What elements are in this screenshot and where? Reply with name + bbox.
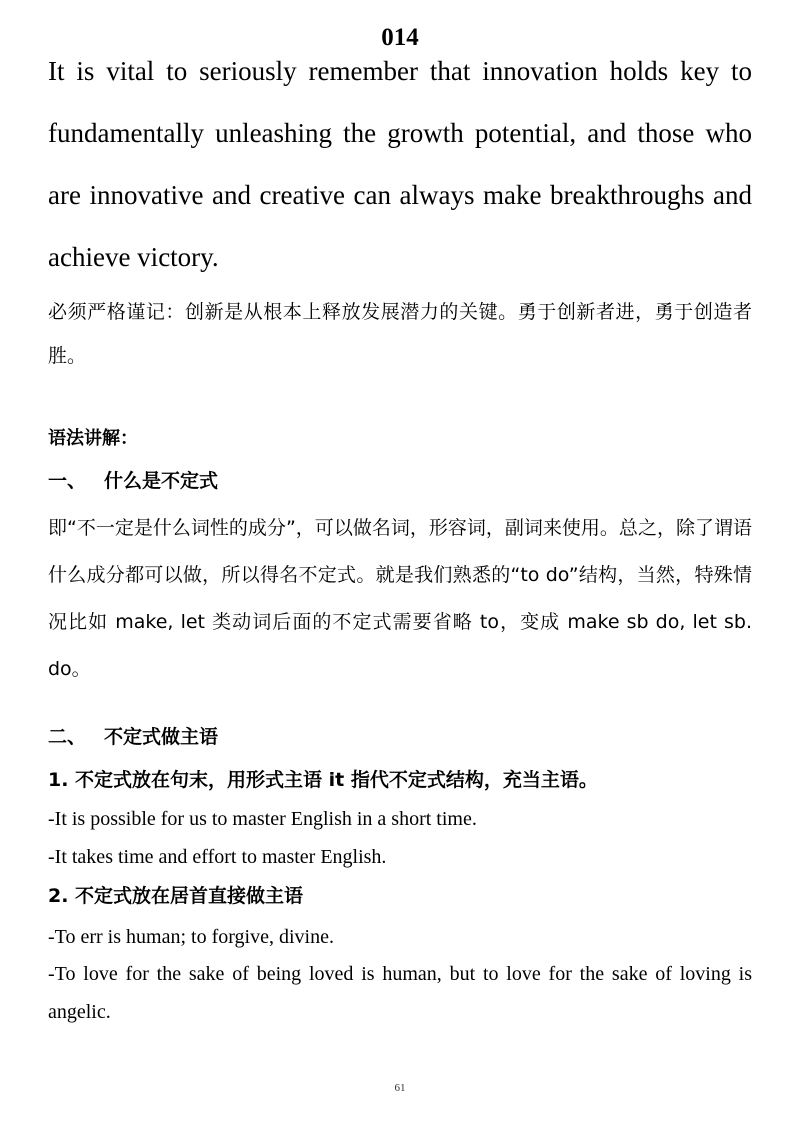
example-sentence: -To err is human; to forgive, divine.: [48, 926, 334, 948]
section-heading-2: [48, 722, 218, 749]
section-heading-1: [48, 466, 218, 493]
sub-heading-point-2: 2. 不定式放在居首直接做主语: [48, 885, 304, 907]
example-sentence: -It is possible for us to master English in a short time.: [48, 808, 477, 830]
grammar-heading: 语法讲解：: [48, 428, 138, 449]
page-title: 014: [381, 24, 419, 51]
section-number: 二、: [48, 726, 87, 748]
example-sentence: -To love for the sake of being loved is human, but to love for the sake of loving is angelic.: [48, 963, 752, 1023]
page-number: 61: [394, 1082, 406, 1094]
section-title: 不定式做主语: [104, 726, 219, 748]
quote-chinese-translation: 必须严格谨记：创新是从根本上释放发展潜力的关键。勇于创新者进，勇于创造者胜。: [48, 301, 752, 367]
section-title: 什么是不定式: [104, 470, 219, 492]
section-number: 一、: [48, 470, 87, 492]
example-sentence: -It takes time and effort to master English.: [48, 846, 387, 868]
sub-heading-point-1: 1. 不定式放在句末，用形式主语 it 指代不定式结构，充当主语。: [48, 769, 598, 791]
quote-english: It is vital to seriously remember that innovation holds key to fundamentally unleashing the growth potential, and those who are innovative and creative can always make breakthroughs and achieve victory.: [48, 56, 752, 272]
section-1-body: 即“不一定是什么词性的成分”，可以做名词，形容词，副词来使用。总之，除了谓语什么成分都可以做，所以得名不定式。就是我们熟悉的“to do”结构，当然，特殊情况比如 make, let 类动词后面的不定式需要省略 to，变成 make sb do, let sb. do。: [48, 517, 752, 680]
